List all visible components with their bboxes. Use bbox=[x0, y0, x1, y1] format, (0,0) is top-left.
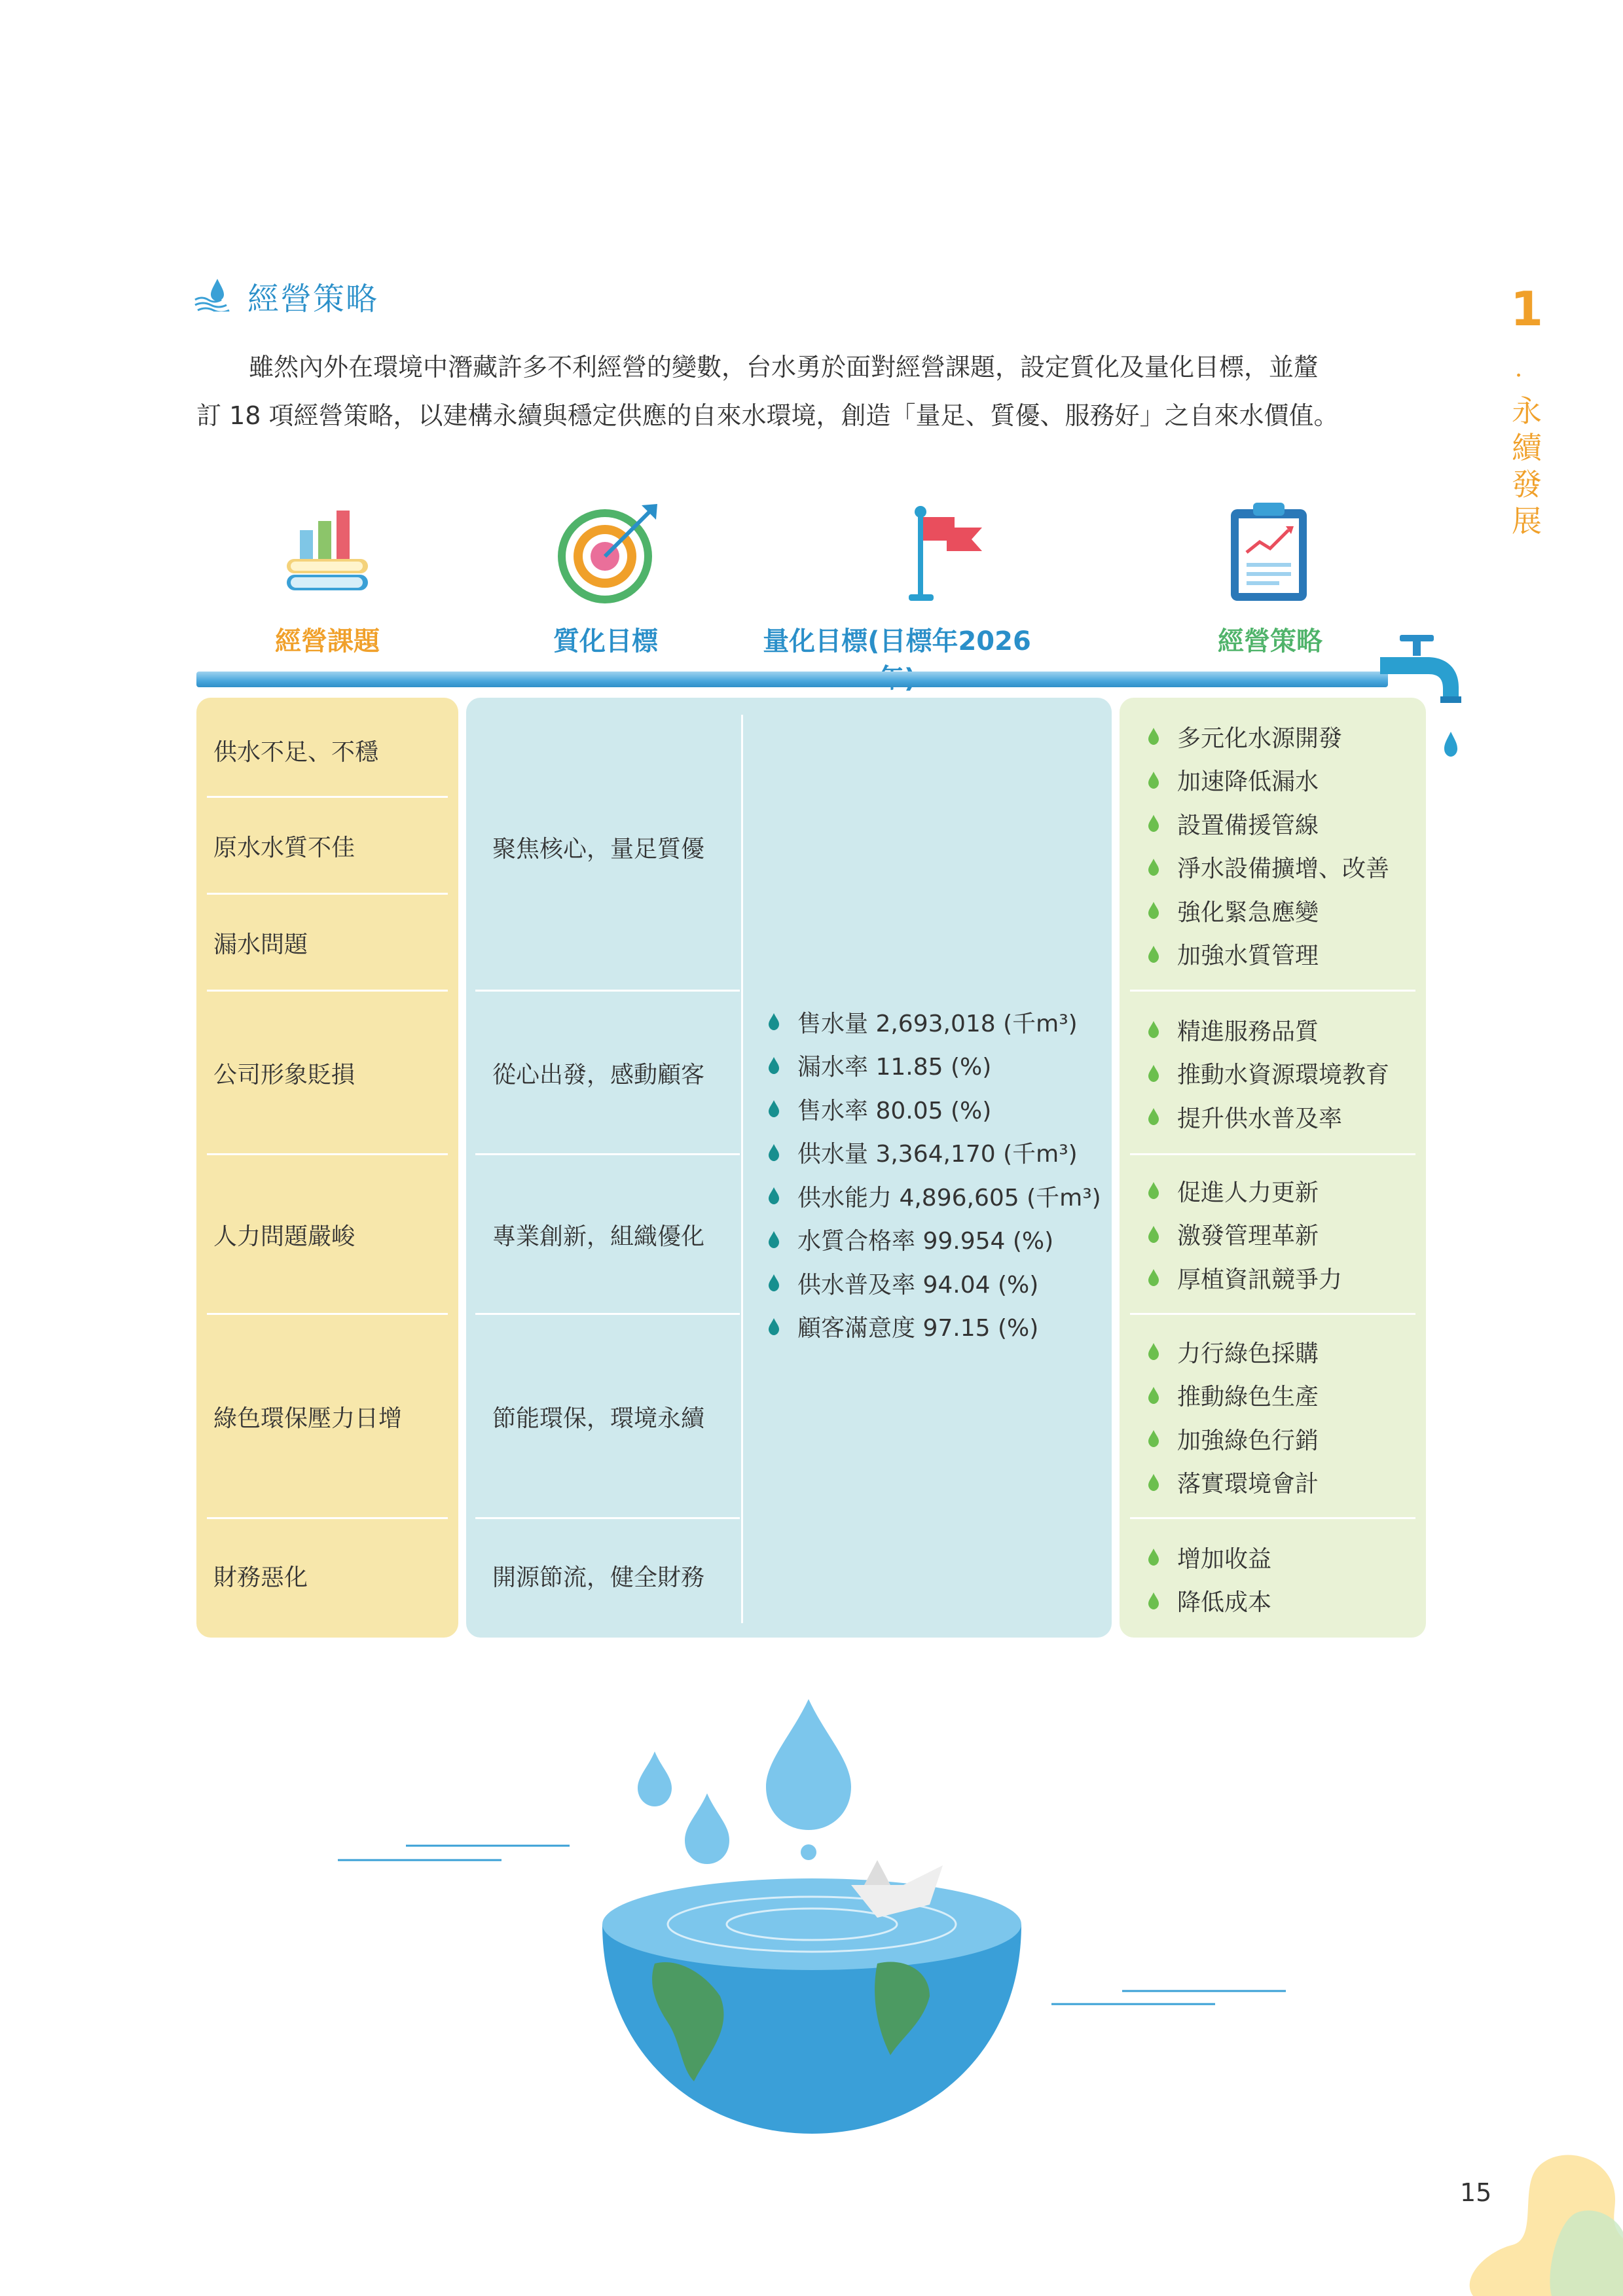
strategy-text: 強化緊急應變 bbox=[1177, 899, 1319, 926]
issue-cell: 供水不足、不穩 bbox=[213, 738, 379, 766]
water-drop-icon bbox=[767, 1318, 780, 1335]
strategy-text: 加強水質管理 bbox=[1177, 942, 1319, 970]
row-divider bbox=[207, 1153, 448, 1155]
green-drop-icon bbox=[1147, 902, 1160, 919]
quantitative-goal-text: 供水量 3,364,170 (千m³) bbox=[797, 1141, 1078, 1168]
strategy-text: 降低成本 bbox=[1177, 1589, 1272, 1617]
quantitative-goal-item bbox=[767, 1218, 1101, 1262]
quantitative-goal-text: 售水率 80.05 (%) bbox=[797, 1097, 992, 1124]
qualitative-goal-cell: 開源節流，健全財務 bbox=[492, 1564, 705, 1591]
strategy-text: 推動綠色生產 bbox=[1177, 1384, 1319, 1411]
water-drop-icon bbox=[767, 1013, 780, 1030]
row-divider bbox=[1130, 1153, 1415, 1155]
issue-cell: 人力問題嚴峻 bbox=[213, 1223, 356, 1250]
strategy-item bbox=[1147, 759, 1389, 802]
issue-cell: 漏水問題 bbox=[213, 931, 308, 958]
green-drop-icon bbox=[1147, 1549, 1160, 1566]
water-drop-icon bbox=[767, 1057, 780, 1074]
water-pipe bbox=[196, 672, 1388, 687]
row-divider bbox=[475, 1153, 740, 1155]
row-divider bbox=[207, 990, 448, 992]
water-globe-illustration bbox=[314, 1689, 1309, 2147]
header-strategies: 經營策略 bbox=[1218, 626, 1322, 656]
intro-line-2: 訂 18 項經營策略，以建構永續與穩定供應的自來水環境，創造「量足、質優、服務好」之自來水價值。 bbox=[196, 401, 1339, 430]
quantitative-goal-text: 供水能力 4,896,605 (千m³) bbox=[797, 1184, 1101, 1211]
decorative-blob bbox=[1460, 2147, 1623, 2296]
page-number: 15 bbox=[1460, 2178, 1492, 2207]
row-divider bbox=[207, 1313, 448, 1315]
green-drop-icon bbox=[1147, 815, 1160, 832]
green-drop-icon bbox=[1147, 1269, 1160, 1286]
strategy-text: 加強綠色行銷 bbox=[1177, 1427, 1319, 1454]
row-divider bbox=[1130, 990, 1415, 992]
strategy-text: 淨水設備擴增、改善 bbox=[1177, 855, 1390, 883]
green-drop-icon bbox=[1147, 728, 1160, 745]
row-divider bbox=[475, 1313, 740, 1315]
strategy-group bbox=[1147, 1535, 1271, 1623]
water-drop-icon bbox=[767, 1144, 780, 1161]
green-drop-icon bbox=[1147, 859, 1160, 876]
strategy-text: 加速降低漏水 bbox=[1177, 768, 1319, 796]
chapter-title: 永續發展 bbox=[1512, 393, 1542, 539]
strategy-item bbox=[1147, 1095, 1389, 1139]
column-divider bbox=[741, 715, 743, 1623]
clipboard-chart-icon bbox=[1228, 501, 1309, 603]
quantitative-goal-item bbox=[767, 1087, 1101, 1131]
qualitative-goal-cell: 節能環保，環境永續 bbox=[492, 1405, 705, 1432]
green-drop-icon bbox=[1147, 946, 1160, 963]
issue-cell: 原水水質不佳 bbox=[213, 834, 356, 861]
strategy-item bbox=[1147, 1417, 1319, 1461]
quantitative-goal-text: 顧客滿意度 97.15 (%) bbox=[797, 1315, 1039, 1342]
strategy-text: 精進服務品質 bbox=[1177, 1018, 1319, 1045]
strategy-item bbox=[1147, 1052, 1389, 1096]
water-drop-icon bbox=[767, 1274, 780, 1291]
green-drop-icon bbox=[1147, 1108, 1160, 1125]
header-qualitative: 質化目標 bbox=[553, 626, 658, 656]
books-chart-icon bbox=[282, 505, 373, 597]
strategy-group bbox=[1147, 1330, 1319, 1504]
quantitative-goal-text: 水質合格率 99.954 (%) bbox=[797, 1228, 1054, 1255]
strategy-item bbox=[1147, 1374, 1319, 1418]
strategy-item bbox=[1147, 1169, 1342, 1213]
strategy-text: 厚植資訊競爭力 bbox=[1177, 1266, 1343, 1293]
quantitative-goal-text: 售水量 2,693,018 (千m³) bbox=[797, 1010, 1078, 1037]
intro-paragraph bbox=[196, 343, 1440, 440]
strategy-group bbox=[1147, 1169, 1342, 1300]
green-drop-icon bbox=[1147, 772, 1160, 789]
issue-cell: 綠色環保壓力日增 bbox=[213, 1405, 403, 1432]
quantitative-goal-item bbox=[767, 1174, 1101, 1218]
strategy-item bbox=[1147, 1213, 1342, 1257]
strategy-item bbox=[1147, 1330, 1319, 1374]
strategy-group bbox=[1147, 715, 1389, 976]
quantitative-goal-text: 供水普及率 94.04 (%) bbox=[797, 1271, 1039, 1299]
strategy-item bbox=[1147, 1461, 1319, 1505]
row-divider bbox=[475, 1517, 740, 1519]
quantitative-goal-item bbox=[767, 1044, 1101, 1088]
strategy-text: 提升供水普及率 bbox=[1177, 1105, 1343, 1132]
quantitative-goal-item bbox=[767, 1261, 1101, 1305]
strategy-group bbox=[1147, 1008, 1389, 1139]
water-drop-icon bbox=[767, 1187, 780, 1204]
qualitative-goal-cell: 從心出發，感動顧客 bbox=[492, 1061, 705, 1088]
water-wave-icon bbox=[194, 278, 233, 312]
header-quantitative: 量化目標(目標年2026 bbox=[763, 626, 1031, 656]
issue-cell: 財務惡化 bbox=[213, 1564, 308, 1591]
strategy-item bbox=[1147, 1256, 1342, 1300]
target-icon bbox=[555, 501, 660, 606]
row-divider bbox=[475, 990, 740, 992]
strategy-item bbox=[1147, 715, 1389, 759]
qualitative-goal-cell: 聚焦核心，量足質優 bbox=[492, 835, 705, 863]
strategy-item bbox=[1147, 1535, 1271, 1579]
strategy-text: 落實環境會計 bbox=[1177, 1471, 1319, 1498]
green-drop-icon bbox=[1147, 1592, 1160, 1609]
row-divider bbox=[1130, 1313, 1415, 1315]
green-drop-icon bbox=[1147, 1387, 1160, 1404]
strategy-item bbox=[1147, 846, 1389, 889]
water-drop-icon bbox=[767, 1100, 780, 1117]
chapter-number: 1 bbox=[1510, 281, 1544, 336]
green-drop-icon bbox=[1147, 1182, 1160, 1199]
green-drop-icon bbox=[1147, 1343, 1160, 1360]
row-divider bbox=[1130, 1517, 1415, 1519]
strategy-text: 促進人力更新 bbox=[1177, 1179, 1319, 1206]
row-divider bbox=[207, 1517, 448, 1519]
row-divider bbox=[207, 893, 448, 895]
strategy-text: 增加收益 bbox=[1177, 1545, 1272, 1573]
header-issues: 經營課題 bbox=[275, 626, 380, 656]
strategy-item bbox=[1147, 802, 1389, 846]
strategy-text: 推動水資源環境教育 bbox=[1177, 1062, 1390, 1089]
quantitative-goal-item bbox=[767, 1000, 1101, 1044]
strategy-item bbox=[1147, 933, 1389, 977]
strategy-text: 力行綠色採購 bbox=[1177, 1340, 1319, 1367]
quantitative-goals-list bbox=[767, 1000, 1101, 1348]
strategy-text: 設置備援管線 bbox=[1177, 812, 1319, 839]
flag-icon bbox=[903, 504, 995, 602]
intro-line-1: 雖然內外在環境中潛藏許多不利經營的變數，台水勇於面對經營課題，設定質化及量化目標，並釐 bbox=[249, 353, 1319, 382]
chapter-dot: ． bbox=[1514, 355, 1539, 382]
strategy-item bbox=[1147, 1008, 1389, 1052]
green-drop-icon bbox=[1147, 1226, 1160, 1243]
quantitative-goal-item bbox=[767, 1305, 1101, 1349]
green-drop-icon bbox=[1147, 1430, 1160, 1447]
row-divider bbox=[207, 796, 448, 798]
issue-cell: 公司形象貶損 bbox=[213, 1061, 356, 1088]
strategy-item bbox=[1147, 1579, 1271, 1623]
qualitative-goal-cell: 專業創新，組織優化 bbox=[492, 1223, 705, 1250]
green-drop-icon bbox=[1147, 1021, 1160, 1038]
green-drop-icon bbox=[1147, 1065, 1160, 1082]
section-title: 經營策略 bbox=[247, 281, 379, 317]
water-drop-icon bbox=[767, 1231, 780, 1248]
quantitative-goal-item bbox=[767, 1131, 1101, 1175]
strategy-item bbox=[1147, 889, 1389, 933]
green-drop-icon bbox=[1147, 1474, 1160, 1491]
quantitative-goal-text: 漏水率 11.85 (%) bbox=[797, 1054, 992, 1081]
strategy-text: 激發管理革新 bbox=[1177, 1223, 1319, 1250]
strategy-text: 多元化水源開發 bbox=[1177, 725, 1343, 752]
